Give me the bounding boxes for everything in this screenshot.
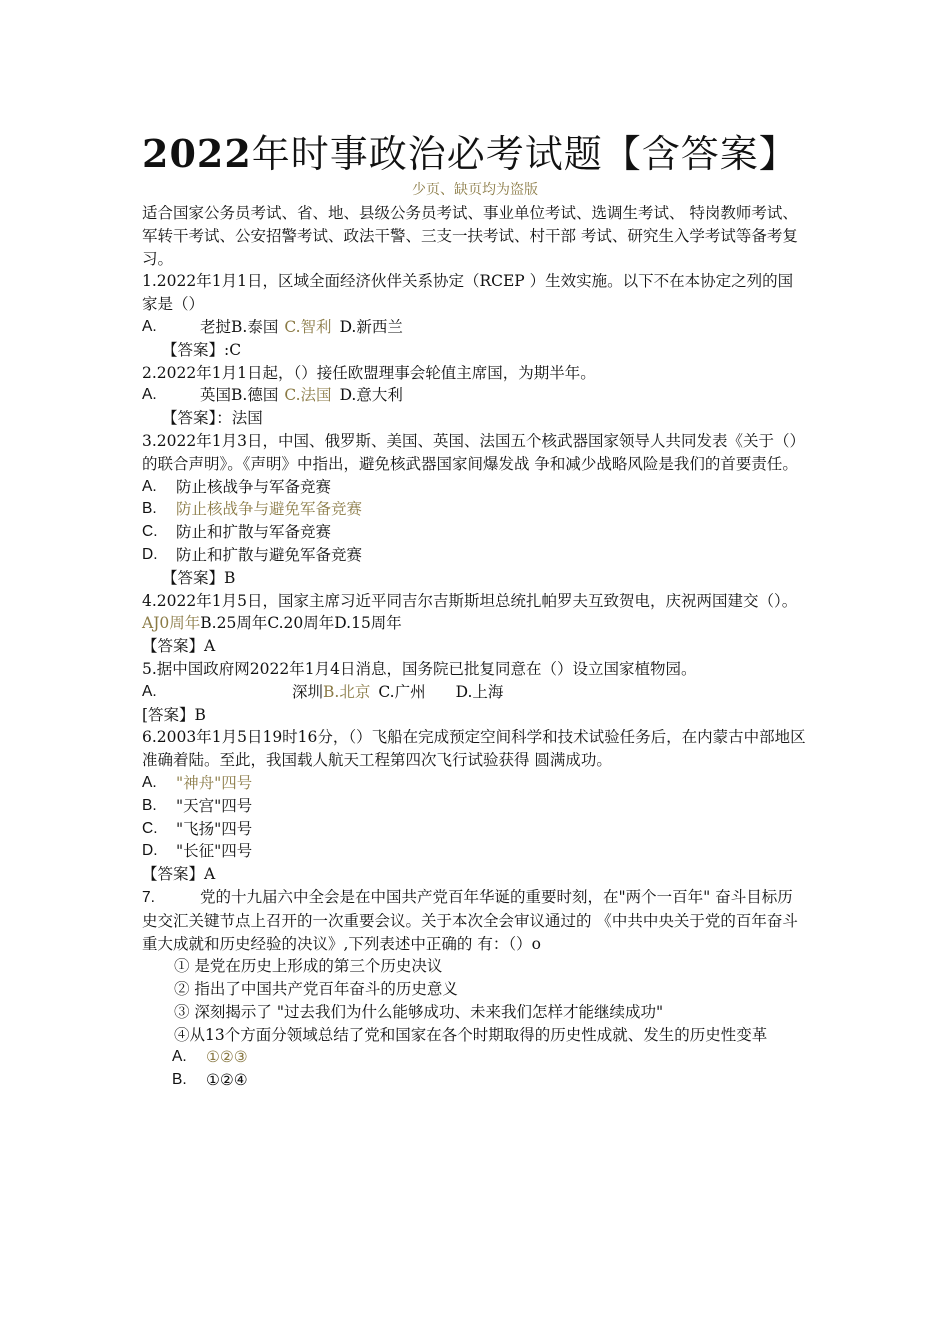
- option-c: C.广州: [378, 682, 426, 701]
- option-text: "长征"四号: [176, 842, 253, 861]
- option-letter: C.: [142, 819, 158, 837]
- option-letter: A.: [142, 773, 157, 791]
- page-title: [142, 128, 808, 180]
- question-7-item-2: ② 指出了中国共产党百年奋斗的历史意义: [174, 980, 458, 999]
- option-text: "飞扬"四号: [176, 819, 253, 838]
- question-3-option-a: [142, 476, 808, 499]
- question-7-item-1: ① 是党在历史上形成的第三个历史决议: [174, 957, 443, 976]
- question-3-option-c: [142, 521, 808, 544]
- question-2-stem: 2.2022年1月1日起，（）接任欧盟理事会轮值主席国，为期半年。: [142, 363, 596, 382]
- option-letter: A.: [142, 317, 157, 335]
- question-3-answer: 【答案】B: [162, 568, 236, 587]
- option-a: 深圳: [292, 682, 324, 701]
- question-1-answer: 【答案】:C: [162, 340, 242, 359]
- question-6-option-a: [142, 772, 808, 795]
- option-letter: C.: [142, 523, 158, 541]
- question-5-stem: 5.据中国政府网2022年1月4日消息，国务院已批复同意在（）设立国家植物园。: [142, 659, 697, 678]
- question-3-stem: 3.2022年1月3日，中国、俄罗斯、美国、英国、法国五个核武器国家领导人共同发表《关于（）的联合声明》。《声明》中指出，避免核武器国家间爆发战 争和减少战略风险是我们的首要责任。: [142, 431, 805, 473]
- question-6-option-d: [142, 840, 808, 863]
- question-4-stem: 4.2022年1月5日，国家主席习近平同吉尔吉斯斯坦总统扎帕罗夫互致贺电，庆祝两国建交（）。: [142, 591, 798, 610]
- question-6-option-c: [142, 818, 808, 841]
- option-text: "天宫"四号: [176, 796, 253, 815]
- question-5-answer: [答案】B: [142, 705, 206, 724]
- question-2-options: [142, 384, 808, 407]
- question-3-option-d: [142, 544, 808, 567]
- option-letter: B.: [142, 796, 157, 814]
- option-text: 防止和扩散与军备竞赛: [176, 523, 332, 542]
- option-letter: A.: [142, 386, 157, 404]
- title-year: 2022: [142, 131, 252, 176]
- question-7-option-b: [142, 1069, 808, 1092]
- question-4-answer: 【答案】A: [142, 637, 216, 656]
- option-a-correct: AJ0周年: [142, 614, 201, 633]
- question-6-option-b: [142, 795, 808, 818]
- option-letter: D.: [142, 545, 158, 563]
- question-1-options: [142, 316, 808, 339]
- question-7-option-a: [142, 1046, 808, 1069]
- question-1-stem: 1.2022年1月1日，区域全面经济伙伴关系协定（RCEP ）生效实施。以下不在本协定之列的国家是（）: [142, 272, 794, 314]
- option-text: 防止核战争与军备竞赛: [176, 477, 332, 496]
- option-letter: A.: [142, 682, 157, 700]
- option-letter: A.: [172, 1048, 187, 1066]
- question-7-text: 党的十九届六中全会是在中国共产党百年华诞的重要时刻，在"两个一百年" 奋斗目标历史交汇关键节点上召开的一次重要会议。关于本次全会审议通过的 《中共中央关于党的百年奋斗重大成就和历史经验的决议》,下列表述中正确的 有：（）o: [142, 887, 798, 953]
- question-7-item-3: ③ 深刻揭示了 "过去我们为什么能够成功、未来我们怎样才能继续成功": [174, 1002, 664, 1021]
- title-text: 年时事政治必考试题【含答案】: [251, 132, 798, 176]
- intro-paragraph: 适合国家公务员考试、省、地、县级公务员考试、事业单位考试、选调生考试、 特岗教师考试、军转干考试、公安招警考试、政法干警、三支一扶考试、村干部 考试、研究生入学考试等备考复习。: [142, 204, 798, 268]
- question-7-item-4: ④从13个方面分领域总结了党和国家在各个时期取得的历史性成就、发生的历史性变革: [174, 1025, 768, 1044]
- option-c-correct: C.智利: [284, 317, 332, 336]
- question-7-number: 7.: [142, 888, 155, 906]
- document-page: [142, 128, 808, 1092]
- option-text-correct: ①②③: [206, 1048, 248, 1067]
- option-d: D.上海: [455, 682, 504, 701]
- question-3-option-b: [142, 498, 808, 521]
- question-5-options: [142, 681, 808, 704]
- option-letter: A.: [142, 477, 157, 495]
- question-7-stem: [142, 886, 808, 955]
- option-text-correct: "神舟"四号: [176, 773, 253, 792]
- question-4-options: [142, 612, 808, 635]
- option-text: 防止和扩散与避免军备竞赛: [176, 545, 363, 564]
- option-letter: B.: [142, 500, 157, 518]
- option-letter: D.: [142, 842, 158, 860]
- option-rest: B.25周年C.20周年D.15周年: [200, 614, 402, 633]
- question-2-answer: 【答案】：法国: [162, 409, 263, 428]
- option-text: 英国B.德国: [200, 386, 279, 405]
- option-text-correct: 防止核战争与避免军备竞赛: [176, 500, 363, 519]
- question-6-answer: 【答案】A: [142, 865, 216, 884]
- option-b-correct: B.北京: [323, 682, 371, 701]
- option-d: D.意大利: [339, 386, 403, 405]
- option-text: ①②④: [206, 1071, 248, 1090]
- option-letter: B.: [172, 1071, 187, 1089]
- option-c-correct: C.法国: [284, 386, 332, 405]
- question-6-stem: 6.2003年1月5日19时16分，（）飞船在完成预定空间科学和技术试验任务后，在内蒙古中部地区准确着陆。至此，我国载人航天工程第四次飞行试验获得 圆满成功。: [142, 728, 806, 770]
- option-text: 老挝B.泰国: [200, 317, 279, 336]
- subtitle-notice: 少页、缺页均为盗版: [412, 182, 538, 198]
- option-d: D.新西兰: [339, 317, 403, 336]
